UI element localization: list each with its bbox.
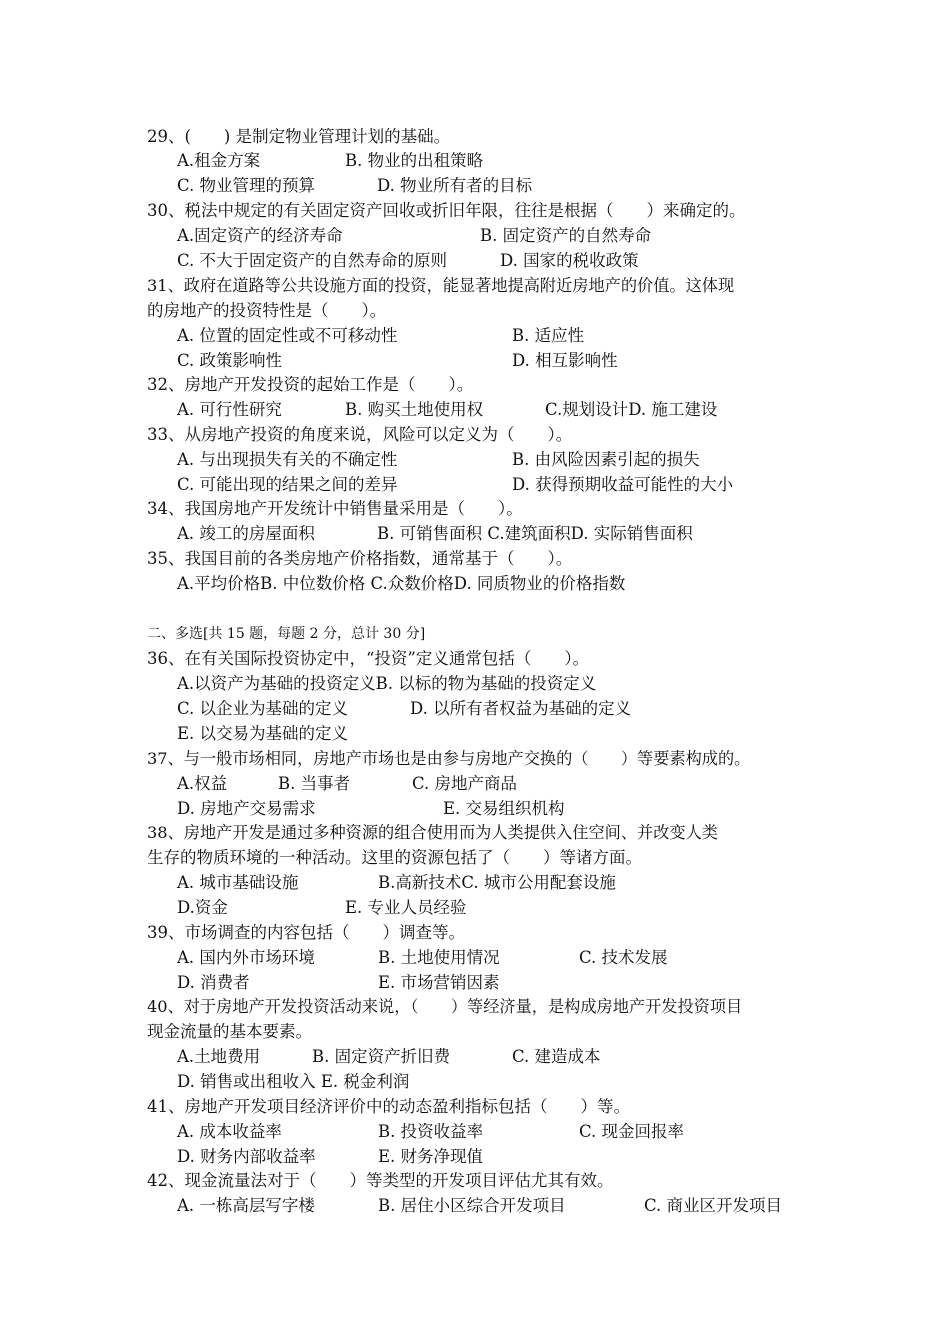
question-30: 30、税法中规定的有关固定资产回收或折旧年限，往往是根据（ ）来确定的。 (147, 201, 746, 220)
option: C. 技术发展 (579, 948, 668, 967)
option: B. 固定资产的自然寿命 (480, 226, 652, 245)
option: D. 财务内部收益率 (177, 1147, 316, 1166)
option: A. 城市基础设施 (177, 873, 299, 892)
option: C.规划设计D. 施工建设 (545, 400, 718, 419)
option: D. 相互影响性 (512, 351, 618, 370)
option: A.土地费用 (177, 1047, 261, 1066)
option: C. 以企业为基础的定义 (177, 699, 349, 718)
option: A.平均价格B. 中位数价格 C.众数价格D. 同质物业的价格指数 (177, 574, 626, 593)
question-40-line1: 40、对于房地产开发投资活动来说，（ ）等经济量，是构成房地产开发投资项目 (147, 997, 743, 1016)
option: B. 可销售面积 C.建筑面积D. 实际销售面积 (377, 524, 693, 543)
section-header: 二、多选[共 15 题，每题 2 分，总计 30 分] (147, 626, 426, 642)
option: A. 成本收益率 (177, 1122, 282, 1141)
option: C. 政策影响性 (177, 351, 283, 370)
question-31-line1: 31、政府在道路等公共设施方面的投资，能显著地提高附近房地产的价值。这体现 (147, 276, 735, 295)
option: A. 可行性研究 (177, 400, 282, 419)
option: C. 建造成本 (512, 1047, 601, 1066)
option: E. 财务净现值 (378, 1147, 484, 1166)
question-40-line2: 现金流量的基本要素。 (147, 1022, 312, 1041)
question-39: 39、市场调查的内容包括（ ）调查等。 (147, 923, 465, 942)
option: A.权益 (177, 774, 228, 793)
option: E. 交易组织机构 (443, 799, 565, 818)
option: D. 房地产交易需求 (177, 799, 316, 818)
question-42: 42、现金流量法对于（ ）等类型的开发项目评估尤其有效。 (147, 1171, 614, 1190)
option: B. 适应性 (512, 326, 585, 345)
question-38-line2: 生存的物质环境的一种活动。这里的资源包括了（ ）等诸方面。 (147, 848, 642, 867)
option: A. 位置的固定性或不可移动性 (177, 326, 398, 345)
question-38-line1: 38、房地产开发是通过多种资源的组合使用而为人类提供入住空间、并改变人类 (147, 823, 718, 842)
question-41: 41、房地产开发项目经济评价中的动态盈利指标包括（ ）等。 (147, 1097, 630, 1116)
question-32: 32、房地产开发投资的起始工作是（ ）。 (147, 375, 474, 394)
option: D. 国家的税收政策 (500, 251, 639, 270)
option: C. 现金回报率 (579, 1122, 685, 1141)
question-31-line2: 的房地产的投资特性是（ ）。 (147, 301, 387, 320)
option: C. 房地产商品 (412, 774, 518, 793)
option: D. 销售或出租收入 E. 税金利润 (177, 1072, 410, 1091)
option: A.固定资产的经济寿命 (177, 226, 343, 245)
option: B. 固定资产折旧费 (312, 1047, 451, 1066)
option: D. 以所有者权益为基础的定义 (410, 699, 632, 718)
option: B. 土地使用情况 (378, 948, 500, 967)
option: A. 与出现损失有关的不确定性 (177, 450, 398, 469)
option: C. 商业区开发项目 (644, 1196, 783, 1215)
option: A. 国内外市场环境 (177, 948, 315, 967)
option: A. 竣工的房屋面积 (177, 524, 315, 543)
option: B. 投资收益率 (378, 1122, 484, 1141)
option: B. 居住小区综合开发项目 (378, 1196, 566, 1215)
option: D. 物业所有者的目标 (377, 176, 533, 195)
option: D.资金 (177, 898, 228, 917)
option: C. 物业管理的预算 (177, 176, 316, 195)
question-33: 33、从房地产投资的角度来说，风险可以定义为（ ）。 (147, 425, 573, 444)
question-35: 35、我国目前的各类房地产价格指数，通常基于（ ）。 (147, 549, 573, 568)
question-37: 37、与一般市场相同，房地产市场也是由参与房地产交换的（ ）等要素构成的。 (147, 749, 751, 768)
option: C. 可能出现的结果之间的差异 (177, 475, 398, 494)
option: B. 购买土地使用权 (345, 400, 484, 419)
option: B. 由风险因素引起的损失 (512, 450, 700, 469)
question-29: 29、( ) 是制定物业管理计划的基础。 (147, 127, 451, 146)
option: D. 获得预期收益可能性的大小 (512, 475, 734, 494)
option: B.高新技术C. 城市公用配套设施 (378, 873, 616, 892)
question-34: 34、我国房地产开发统计中销售量采用是（ ）。 (147, 499, 523, 518)
option: E. 专业人员经验 (345, 898, 467, 917)
option: B. 当事者 (278, 774, 351, 793)
option: A.租金方案 (177, 151, 261, 170)
option: B. 物业的出租策略 (345, 151, 484, 170)
option: A. 一栋高层写字楼 (177, 1196, 315, 1215)
option: E. 市场营销因素 (378, 973, 500, 992)
option: D. 消费者 (177, 973, 250, 992)
question-36: 36、在有关国际投资协定中，“投资”定义通常包括（ ）。 (147, 649, 590, 668)
option: C. 不大于固定资产的自然寿命的原则 (177, 251, 448, 270)
option: A.以资产为基础的投资定义B. 以标的物为基础的投资定义 (177, 674, 597, 693)
option: E. 以交易为基础的定义 (177, 724, 349, 743)
